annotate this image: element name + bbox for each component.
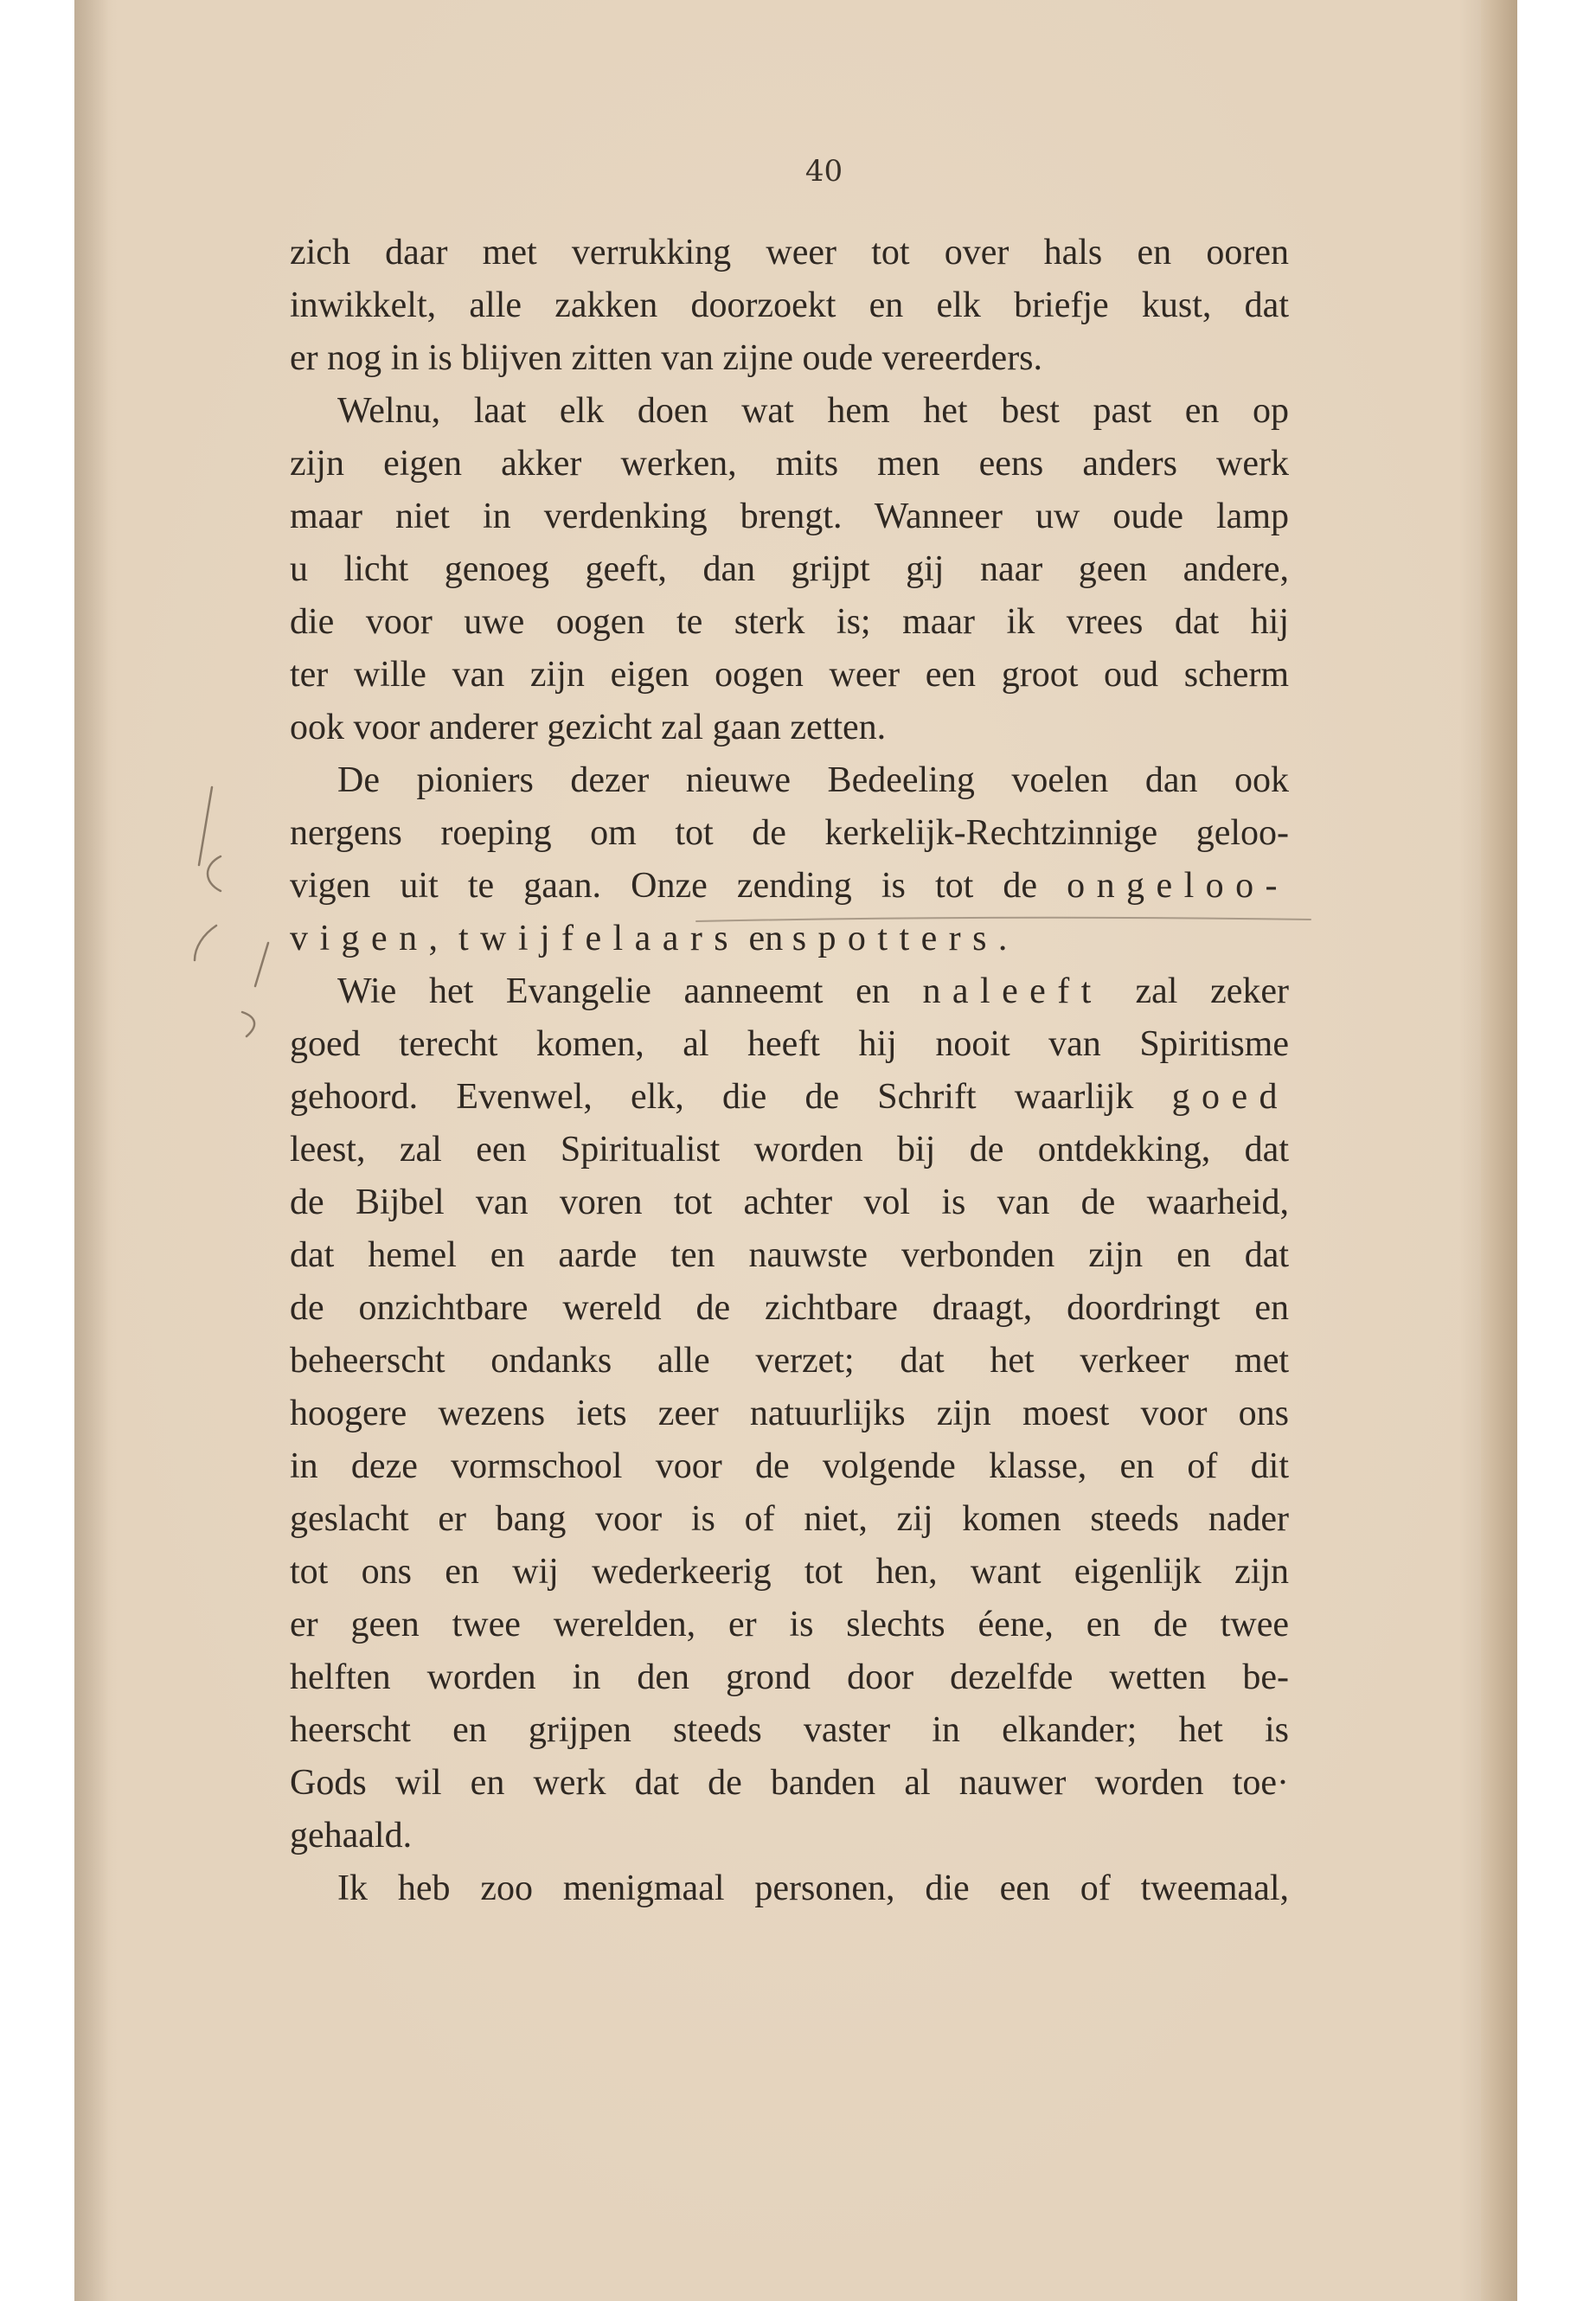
text-line: ook voor anderer gezicht zal gaan zetten. [290,708,887,747]
text-line: nergens roeping om tot de kerkelijk-Rechtzinnige geloo- [290,813,1289,853]
page-edge [1481,0,1517,2301]
pencil-margin-mark [177,761,307,1038]
emphasis-text: ongeloo- [1067,866,1289,906]
page-number: 40 [804,154,843,189]
text-line: beheerscht ondanks alle verzet; dat het verkeer met [290,1341,1289,1381]
text-line: gehaald. [290,1816,413,1856]
text-line: Gods wil en werk dat de banden al nauwer worden toe· [290,1763,1289,1803]
text-line: de onzichtbare wereld de zichtbare draagt, doordringt en [290,1288,1289,1328]
text-line: er geen twee werelden, er is slechts éene, en de twee [290,1605,1289,1644]
text-line: tot ons en wij wederkeerig tot hen, want eigenlijk zijn [290,1552,1289,1592]
text-line [290,965,1289,1018]
text-line: leest, zal een Spiritualist worden bij de ontdekking, dat [290,1130,1289,1170]
text-line [290,913,1289,965]
text-line: u licht genoeg geeft, dan grijpt gij naar geen andere, [290,549,1289,589]
text-line: zich daar met verrukking weer tot over hals en ooren [290,233,1289,272]
text-line [290,860,1289,913]
text-run: Wie het Evangelie aanneemt en [337,971,923,1011]
text-line: zijn eigen akker werken, mits men eens anders werk [290,444,1289,484]
text-line: De pioniers dezer nieuwe Bedeeling voelen dan ook [337,760,1289,800]
page-shadow [74,0,109,2301]
text-line: helften worden in den grond door dezelfde wetten be- [290,1657,1289,1697]
text-line: hoogere wezens iets zeer natuurlijks zijn moest voor ons [290,1394,1289,1433]
text-line: in deze vormschool voor de volgende klasse, en of dit [290,1446,1289,1486]
text-line: inwikkelt, alle zakken doorzoekt en elk briefje kust, dat [290,285,1289,325]
text-line: heerscht en grijpen steeds vaster in elkander; het is [290,1710,1289,1750]
text-line: maar niet in verdenking brengt. Wanneer uw oude lamp [290,497,1289,536]
text-line: de Bijbel van voren tot achter vol is van de waarheid, [290,1183,1289,1222]
text-line: die voor uwe oogen te sterk is; maar ik vrees dat hij [290,602,1289,642]
text-run: zal zeker [1102,971,1289,1011]
emphasis-text: twijfelaars [458,919,740,958]
text-line: dat hemel en aarde ten nauwste verbonden zijn en dat [290,1235,1289,1275]
emphasis-text: vigen, [290,919,450,958]
emphasis-text: goed [1171,1077,1289,1117]
text-line: ter wille van zijn eigen oogen weer een groot oud scherm [290,655,1289,695]
text-line: Ik heb zoo menigmaal personen, die een of tweemaal, [337,1868,1289,1908]
body-text [290,227,1289,1915]
text-run: gehoord. Evenwel, elk, die de Schrift waarlijk [290,1077,1172,1117]
text-line: geslacht er bang voor is of niet, zij komen steeds nader [290,1499,1289,1539]
text-line: Welnu, laat elk doen wat hem het best past en op [337,391,1289,431]
text-line: goed terecht komen, al heeft hij nooit van Spiritisme [290,1024,1289,1064]
text-run: vigen uit te gaan. Onze zending is tot de [290,866,1067,906]
text-line [290,1071,1289,1124]
emphasis-text: spotters. [792,919,1019,958]
text-run: en [740,919,792,958]
emphasis-text: naleeft [922,971,1103,1011]
text-line: er nog in is blijven zitten van zijne oude vereerders. [290,338,1043,378]
